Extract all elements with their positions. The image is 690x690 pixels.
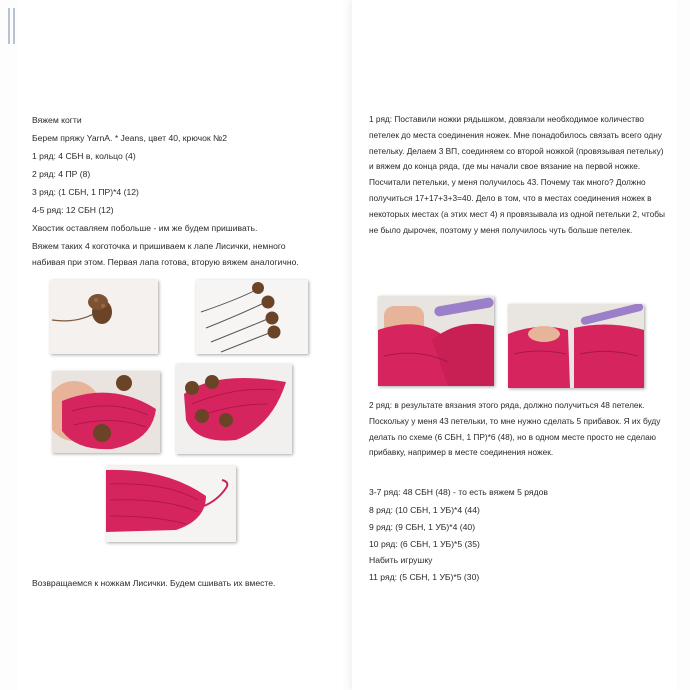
section-heading: Вяжем когти (32, 115, 82, 125)
left-page (18, 0, 343, 690)
row-3: 3 ряд: (1 СБН, 1 ПР)*4 (12) (32, 187, 139, 197)
photo-legs-joined (378, 296, 494, 386)
right-page (352, 0, 677, 690)
row-9: 9 ряд: (9 СБН, 1 УБ)*4 (40) (369, 522, 476, 532)
instruction-line-1: Вяжем таких 4 коготочка и пришиваем к лапе Лисички, немного (32, 241, 286, 251)
photo-paw-in-hand (52, 371, 160, 453)
row-4-5: 4-5 ряд: 12 СБН (12) (32, 205, 114, 215)
rows-3-7: 3-7 ряд: 48 СБН (48) - то есть вяжем 5 рядов (369, 487, 548, 497)
photo-single-claw (50, 280, 158, 354)
photo-finished-paw (176, 364, 292, 454)
row-1: 1 ряд: 4 СБН в, кольцо (4) (32, 151, 136, 161)
row-10: 10 ряд: (6 СБН, 1 УБ)*5 (35) (369, 539, 480, 549)
photo-leg-piece (106, 466, 236, 542)
row-2: 2 ряд: 4 ПР (8) (32, 169, 91, 179)
row-11: 11 ряд: (5 СБН, 1 УБ)*5 (30) (369, 572, 480, 582)
instruction-line-2: набивая при этом. Первая лапа готова, вторую вяжем аналогично. (32, 257, 299, 267)
photo-hook-in-legs (508, 304, 644, 388)
photo-four-claws (196, 280, 308, 354)
stuff-toy-note: Набить игрушку (369, 555, 433, 565)
footer-note: Возвращаемся к ножкам Лисички. Будем сшивать их вместе. (32, 578, 276, 588)
tail-note: Хвостик оставляем побольше - им же будем пришивать. (32, 223, 258, 233)
row-8: 8 ряд: (10 СБН, 1 УБ)*4 (44) (369, 505, 480, 515)
row-2-paragraph: 2 ряд: в результате вязания этого ряда, должно получиться 48 петелек. Поскольку у меня 43 петельки, то мне нужно сделать 5 прибавок. Я их буду делать по схеме (6 СБН, 1 ПР)*6 (48), но в одном месте просто не сделаю прибавку, например в месте соединения ножек. (369, 400, 661, 458)
yarn-line: Берем пряжу YarnA. * Jeans, цвет 40, крючок №2 (32, 133, 227, 143)
row-1-paragraph: 1 ряд: Поставили ножки рядышком, довязали необходимое количество петелек до места соединения ножек. Мне понадобилось связать всего одну петельку. Делаем 3 ВП, соединяем со второй ножкой (провязывая петельку) и вяжем до конца ряда, где мы начали свое вязание на первой ножке. Посчитали петельки, у меня получилось 43. Почему так много? Должно получиться 17+17+3+3=40. Дело в том, что в местах соединения ножек в некоторых местах (а этих мест 4) я провязывала из одной петельки 2, чтобы не было дырочек, поэтому у меня получилось чуть больше петелек. (369, 114, 665, 235)
